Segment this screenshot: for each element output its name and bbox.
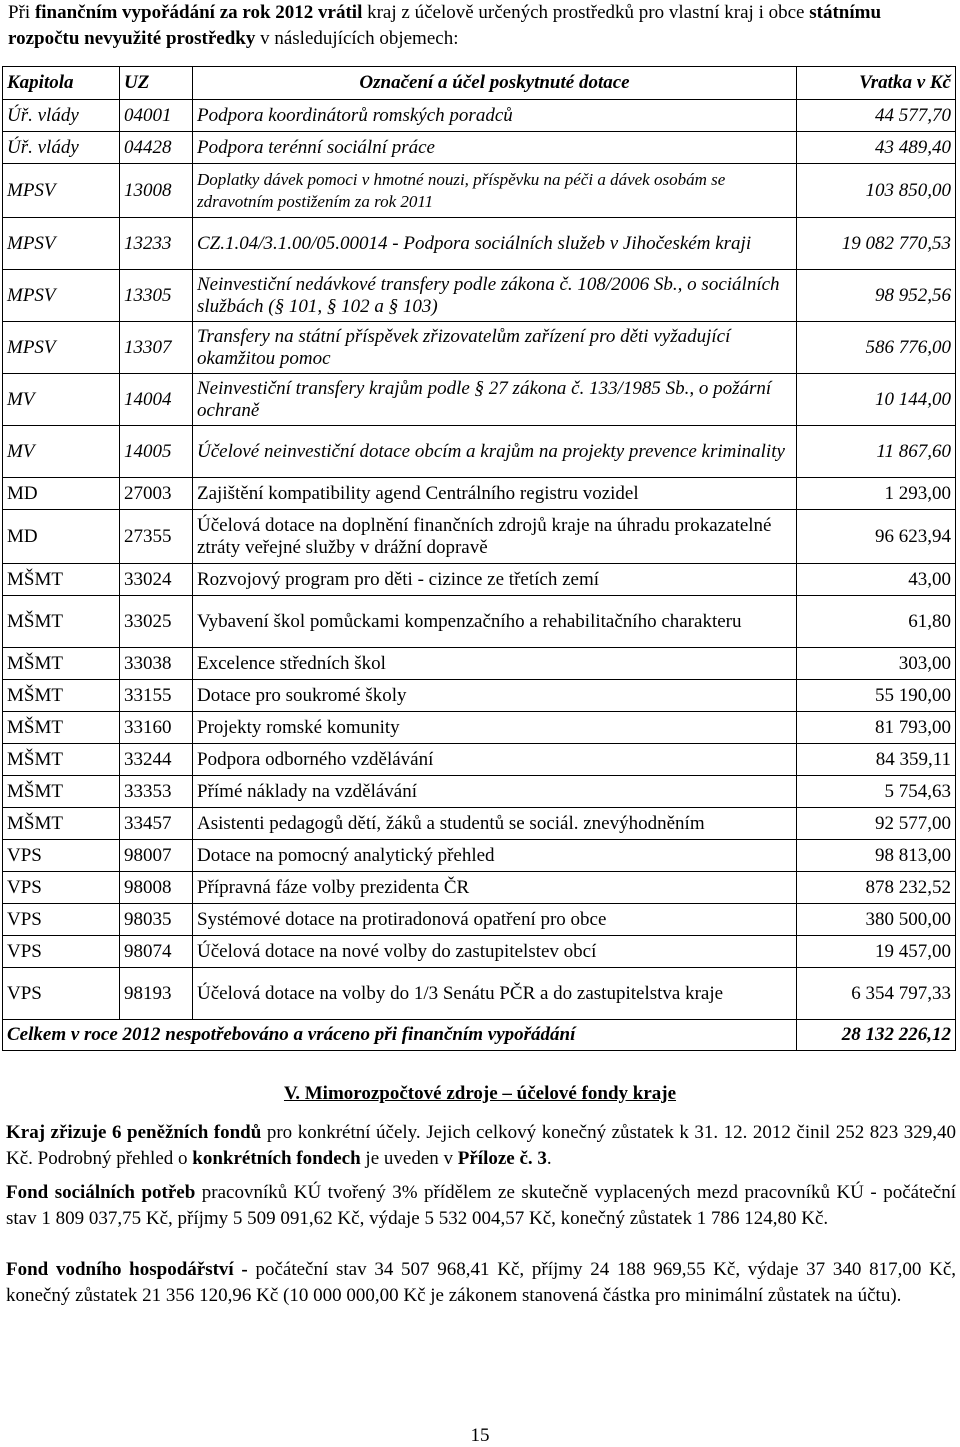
refund-cell: 103 850,00 xyxy=(797,164,956,218)
uz-cell: 33244 xyxy=(120,744,193,776)
purpose-cell: Účelová dotace na volby do 1/3 Senátu PČR a do zastupitelstva kraje xyxy=(193,968,797,1020)
chapter-cell: MPSV xyxy=(3,322,120,374)
chapter-cell: MPSV xyxy=(3,270,120,322)
table-row xyxy=(3,936,956,968)
intro-text: v následujících objemech: xyxy=(255,28,459,49)
refund-cell: 303,00 xyxy=(797,648,956,680)
purpose-cell: Zajištění kompatibility agend Centrálního registru vozidel xyxy=(193,478,797,510)
chapter-cell: MŠMT xyxy=(3,808,120,840)
refund-cell: 878 232,52 xyxy=(797,872,956,904)
uz-cell: 13008 xyxy=(120,164,193,218)
header-chapter: Kapitola xyxy=(3,67,120,100)
funds-paragraph xyxy=(6,1120,956,1172)
table-total-row xyxy=(3,1020,956,1051)
uz-cell: 13233 xyxy=(120,218,193,270)
table-row xyxy=(3,968,956,1020)
refund-cell: 98 952,56 xyxy=(797,270,956,322)
funds-bold: Kraj zřizuje 6 peněžních fondů xyxy=(6,1122,262,1143)
refund-cell: 586 776,00 xyxy=(797,322,956,374)
uz-cell: 13305 xyxy=(120,270,193,322)
table-row xyxy=(3,596,956,648)
chapter-cell: VPS xyxy=(3,904,120,936)
uz-cell: 14004 xyxy=(120,374,193,426)
table-row xyxy=(3,808,956,840)
purpose-cell: Rozvojový program pro děti - cizince ze třetích zemí xyxy=(193,564,797,596)
uz-cell: 04428 xyxy=(120,132,193,164)
purpose-cell: Neinvestiční transfery krajům podle § 27 zákona č. 133/1985 Sb., o požární ochraně xyxy=(193,374,797,426)
chapter-cell: VPS xyxy=(3,840,120,872)
table-row xyxy=(3,374,956,426)
uz-cell: 13307 xyxy=(120,322,193,374)
purpose-cell: Excelence středních škol xyxy=(193,648,797,680)
uz-cell: 33155 xyxy=(120,680,193,712)
chapter-cell: VPS xyxy=(3,968,120,1020)
chapter-cell: MŠMT xyxy=(3,744,120,776)
chapter-cell: Úř. vlády xyxy=(3,100,120,132)
social-fund-text: pracovníků KÚ tvořený 3% přídělem ze skutečně vyplacených mezd pracovníků KÚ - počáteční stav 1 809 037,75 Kč, příjmy 5 509 091,62 Kč, výdaje 5 532 004,57 Kč, konečný zůstatek 1 786 124,80 Kč. xyxy=(6,1182,956,1229)
refund-cell: 44 577,70 xyxy=(797,100,956,132)
chapter-cell: MPSV xyxy=(3,164,120,218)
table-row xyxy=(3,564,956,596)
chapter-cell: MPSV xyxy=(3,218,120,270)
uz-cell: 27003 xyxy=(120,478,193,510)
purpose-cell: Přímé náklady na vzdělávání xyxy=(193,776,797,808)
water-fund-paragraph xyxy=(6,1257,956,1309)
uz-cell: 98193 xyxy=(120,968,193,1020)
purpose-cell: Přípravná fáze volby prezidenta ČR xyxy=(193,872,797,904)
refund-cell: 10 144,00 xyxy=(797,374,956,426)
table-row xyxy=(3,478,956,510)
water-fund-text: počáteční stav 34 507 968,41 Kč, příjmy 24 188 969,55 Kč, výdaje 37 340 817,00 Kč, konečný zůstatek 21 356 120,96 Kč (10 000 000,00 Kč je zákonem stanovená částka pro minimální zůstatek na účtu). xyxy=(6,1259,956,1306)
table-row xyxy=(3,132,956,164)
table-row xyxy=(3,872,956,904)
table-row xyxy=(3,164,956,218)
header-purpose: Označení a účel poskytnuté dotace xyxy=(193,67,797,100)
refund-cell: 55 190,00 xyxy=(797,680,956,712)
refund-cell: 19 082 770,53 xyxy=(797,218,956,270)
chapter-cell: MŠMT xyxy=(3,564,120,596)
uz-cell: 33038 xyxy=(120,648,193,680)
table-row xyxy=(3,680,956,712)
chapter-cell: VPS xyxy=(3,872,120,904)
table-row xyxy=(3,840,956,872)
refund-cell: 6 354 797,33 xyxy=(797,968,956,1020)
purpose-cell: Systémové dotace na protiradonová opatření pro obce xyxy=(193,904,797,936)
funds-text: je uveden v xyxy=(360,1148,458,1169)
uz-cell: 14005 xyxy=(120,426,193,478)
refund-cell: 61,80 xyxy=(797,596,956,648)
chapter-cell: MV xyxy=(3,426,120,478)
uz-cell: 33025 xyxy=(120,596,193,648)
chapter-cell: MŠMT xyxy=(3,648,120,680)
table-row xyxy=(3,712,956,744)
chapter-cell: MD xyxy=(3,510,120,564)
uz-cell: 33353 xyxy=(120,776,193,808)
purpose-cell: Doplatky dávek pomoci v hmotné nouzi, příspěvku na péči a dávek osobám se zdravotním postižením za rok 2011 xyxy=(193,164,797,218)
purpose-cell: Projekty romské komunity xyxy=(193,712,797,744)
purpose-cell: Neinvestiční nedávkové transfery podle zákona č. 108/2006 Sb., o sociálních službách (§ 101, § 102 a § 103) xyxy=(193,270,797,322)
funds-bold: konkrétních fondech xyxy=(192,1148,361,1169)
section-title: V. Mimorozpočtové zdroje – účelové fondy kraje xyxy=(283,1083,677,1104)
total-amount: 28 132 226,12 xyxy=(797,1020,956,1051)
table-row xyxy=(3,776,956,808)
purpose-cell: Asistenti pedagogů dětí, žáků a studentů se sociál. znevýhodněním xyxy=(193,808,797,840)
table-row xyxy=(3,218,956,270)
table-row xyxy=(3,426,956,478)
uz-cell: 33024 xyxy=(120,564,193,596)
refund-cell: 19 457,00 xyxy=(797,936,956,968)
purpose-cell: Účelová dotace na doplnění finančních zdrojů kraje na úhradu prokazatelné ztráty veřejné služby v drážní dopravě xyxy=(193,510,797,564)
purpose-cell: CZ.1.04/3.1.00/05.00014 - Podpora sociálních služeb v Jihočeském kraji xyxy=(193,218,797,270)
table-row xyxy=(3,744,956,776)
refund-cell: 43,00 xyxy=(797,564,956,596)
chapter-cell: MŠMT xyxy=(3,596,120,648)
uz-cell: 33457 xyxy=(120,808,193,840)
uz-cell: 04001 xyxy=(120,100,193,132)
refund-cell: 11 867,60 xyxy=(797,426,956,478)
chapter-cell: MŠMT xyxy=(3,680,120,712)
table-header-row xyxy=(3,67,956,100)
uz-cell: 33160 xyxy=(120,712,193,744)
header-uz: UZ xyxy=(120,67,193,100)
refund-cell: 81 793,00 xyxy=(797,712,956,744)
purpose-cell: Podpora odborného vzdělávání xyxy=(193,744,797,776)
page-number: 15 xyxy=(470,1425,490,1446)
header-refund: Vratka v Kč xyxy=(797,67,956,100)
social-fund-bold: Fond sociálních potřeb xyxy=(6,1182,196,1203)
table-row xyxy=(3,648,956,680)
chapter-cell: MV xyxy=(3,374,120,426)
chapter-cell: MŠMT xyxy=(3,712,120,744)
table-row xyxy=(3,510,956,564)
table-row xyxy=(3,904,956,936)
purpose-cell: Účelová dotace na nové volby do zastupitelstev obcí xyxy=(193,936,797,968)
purpose-cell: Vybavení škol pomůckami kompenzačního a rehabilitačního charakteru xyxy=(193,596,797,648)
purpose-cell: Dotace pro soukromé školy xyxy=(193,680,797,712)
purpose-cell: Podpora koordinátorů romských poradců xyxy=(193,100,797,132)
refund-table xyxy=(2,66,956,1051)
intro-paragraph xyxy=(8,0,953,52)
refund-cell: 1 293,00 xyxy=(797,478,956,510)
funds-bold: Příloze č. 3 xyxy=(457,1148,547,1169)
refund-cell: 92 577,00 xyxy=(797,808,956,840)
refund-cell: 84 359,11 xyxy=(797,744,956,776)
funds-text: . xyxy=(546,1148,552,1169)
water-fund-bold: Fond vodního hospodářství - xyxy=(6,1259,248,1280)
total-label: Celkem v roce 2012 nespotřebováno a vráceno při finančním vypořádání xyxy=(3,1020,797,1051)
uz-cell: 98007 xyxy=(120,840,193,872)
purpose-cell: Účelové neinvestiční dotace obcím a krajům na projekty prevence kriminality xyxy=(193,426,797,478)
social-fund-paragraph xyxy=(6,1180,956,1232)
uz-cell: 27355 xyxy=(120,510,193,564)
chapter-cell: MD xyxy=(3,478,120,510)
refund-cell: 96 623,94 xyxy=(797,510,956,564)
refund-cell: 380 500,00 xyxy=(797,904,956,936)
intro-bold: státnímu rozpočtu nevyužité prostředky xyxy=(8,2,882,49)
funds-text: pro konkrétní účely. Jejich celkový konečný zůstatek k 31. 12. 2012 činil 252 823 329,40 Kč. Podrobný přehled o xyxy=(6,1122,956,1169)
purpose-cell: Dotace na pomocný analytický přehled xyxy=(193,840,797,872)
uz-cell: 98008 xyxy=(120,872,193,904)
table-row xyxy=(3,270,956,322)
purpose-cell: Podpora terénní sociální práce xyxy=(193,132,797,164)
refund-cell: 5 754,63 xyxy=(797,776,956,808)
uz-cell: 98074 xyxy=(120,936,193,968)
chapter-cell: VPS xyxy=(3,936,120,968)
chapter-cell: Úř. vlády xyxy=(3,132,120,164)
uz-cell: 98035 xyxy=(120,904,193,936)
intro-bold: finančním vypořádání za rok 2012 vrátil xyxy=(34,2,363,23)
refund-cell: 98 813,00 xyxy=(797,840,956,872)
intro-text: kraj z účelově určených prostředků pro vlastní kraj i obce xyxy=(362,2,810,23)
table-row xyxy=(3,322,956,374)
intro-text: Při xyxy=(8,2,35,23)
chapter-cell: MŠMT xyxy=(3,776,120,808)
refund-cell: 43 489,40 xyxy=(797,132,956,164)
purpose-cell: Transfery na státní příspěvek zřizovatelům zařízení pro děti vyžadující okamžitou pomoc xyxy=(193,322,797,374)
table-row xyxy=(3,100,956,132)
